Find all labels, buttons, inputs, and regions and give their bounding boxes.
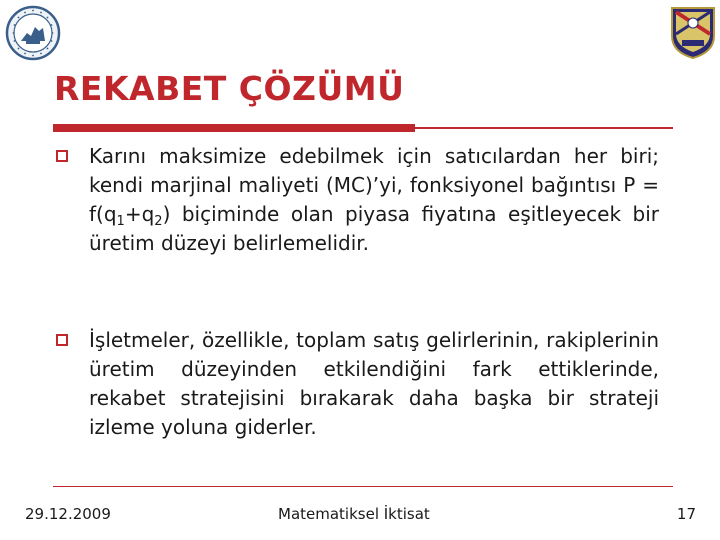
hollow-square-bullet-icon xyxy=(56,150,68,162)
bullet-text-2: İşletmeler, özellikle, toplam satış gelirlerinin, rakiplerinin üretim düzeyinden etkilendiğini fark ettiklerinde, rekabet stratejisini bırakarak daha başka bir strateji izleme yoluna giderler. xyxy=(89,328,659,439)
footer-rule xyxy=(53,486,673,487)
slide-title: REKABET ÇÖZÜMÜ xyxy=(54,69,405,108)
university-seal-icon xyxy=(5,5,61,61)
footer-title: Matematiksel İktisat xyxy=(278,505,430,523)
title-underline-bar xyxy=(53,124,415,132)
footer-date: 29.12.2009 xyxy=(25,505,111,523)
bullet-text-1: Karını maksimize edebilmek için satıcılardan her biri; kendi marjinal maliyeti (MC)’yi, fonksiyonel bağıntısı $P = f(q_1+q_2)$ biçiminde olan piyasa fiyatına eşitleyecek bir üretim düzeyi belirlemelidir. xyxy=(89,144,659,255)
faculty-crest-icon xyxy=(670,6,716,60)
page-number: 17 xyxy=(676,505,696,523)
hollow-square-bullet-icon xyxy=(56,334,68,346)
title-underline-rule xyxy=(415,127,673,129)
